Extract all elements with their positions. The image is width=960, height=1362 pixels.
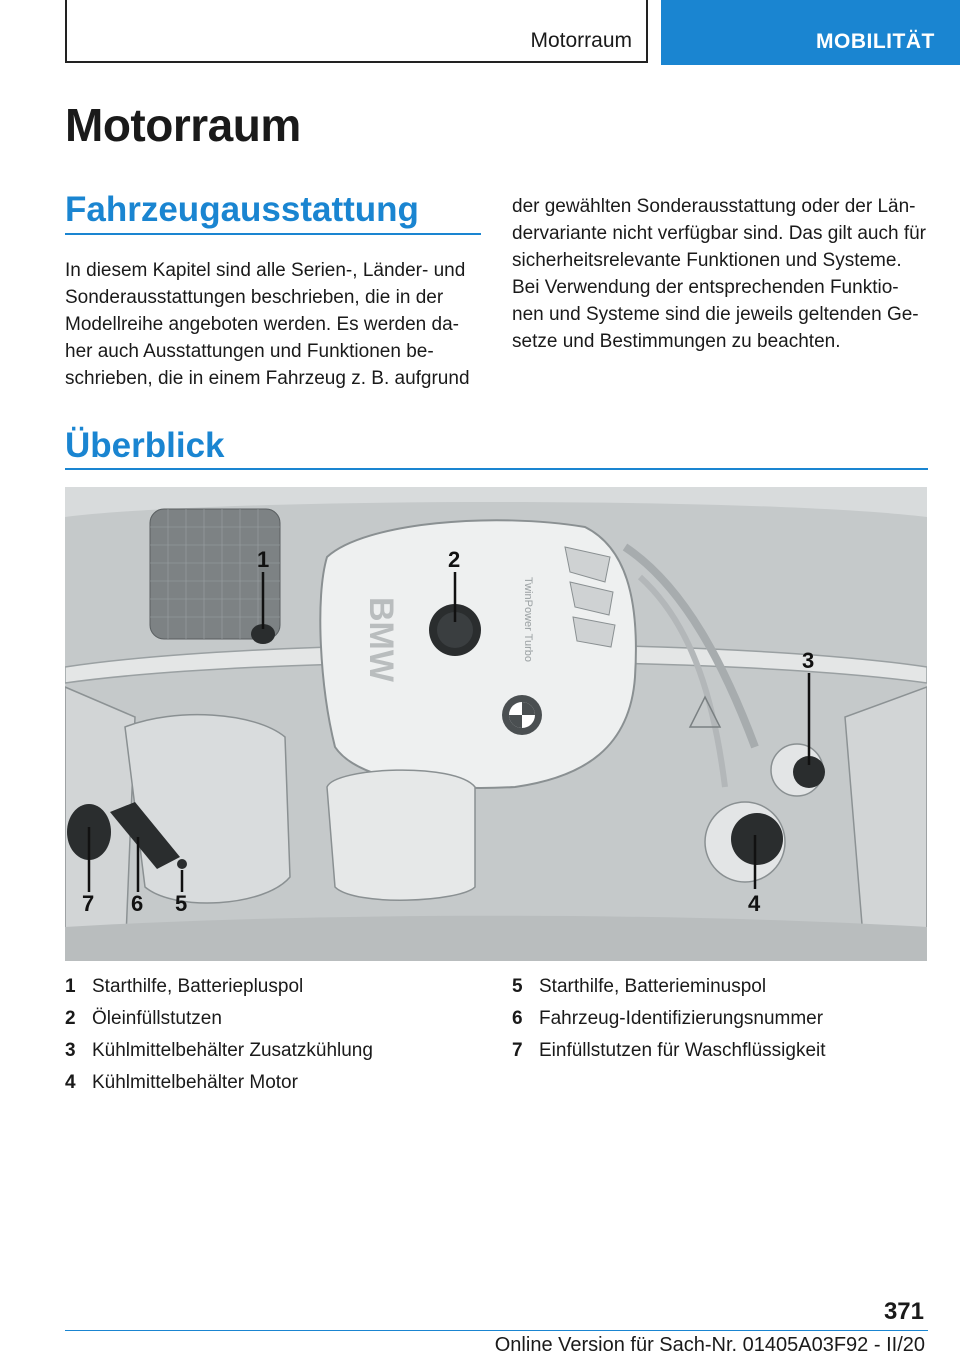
figure-legend-col2 <box>512 971 826 1067</box>
page-title: Motorraum <box>65 99 301 151</box>
footer-divider <box>65 1330 928 1331</box>
callout-6: 6 <box>131 891 144 916</box>
legend-item <box>65 1035 373 1067</box>
intro-paragraph-col1 <box>65 257 485 392</box>
intro-paragraph-col2 <box>512 193 932 355</box>
legend-text: Kühlmittelbehälter Zusatzkühlung <box>92 1040 373 1061</box>
section-heading-vehicle-features: Fahrzeugausstattung <box>65 190 419 229</box>
callout-4: 4 <box>748 891 761 916</box>
text-line: nen und Systeme sind die jeweils geltenden Ge- <box>512 304 919 325</box>
legend-item <box>512 971 826 1003</box>
text-line: setze und Bestimmungen zu beachten. <box>512 331 841 352</box>
legend-item <box>65 1003 373 1035</box>
svg-text:BMW: BMW <box>362 597 400 682</box>
callout-3: 3 <box>802 648 815 673</box>
legend-number: 6 <box>512 1008 523 1029</box>
text-line: schrieben, die in einem Fahrzeug z. B. aufgrund <box>65 368 470 389</box>
section-heading-overview: Überblick <box>65 426 225 465</box>
legend-number: 3 <box>65 1040 76 1061</box>
legend-number: 4 <box>65 1072 76 1093</box>
header-chapter-tab[interactable] <box>661 0 960 65</box>
text-line: sicherheitsrelevante Funktionen und Systeme. <box>512 250 902 271</box>
legend-text: Starthilfe, Batteriepluspol <box>92 976 304 997</box>
legend-text: Fahrzeug-Identifizierungsnummer <box>539 1008 824 1029</box>
legend-number: 7 <box>512 1040 523 1061</box>
callout-2: 2 <box>448 547 461 572</box>
legend-text: Kühlmittelbehälter Motor <box>92 1072 298 1093</box>
text-line: Bei Verwendung der entsprechenden Funktio- <box>512 277 899 298</box>
callout-7: 7 <box>82 891 95 916</box>
text-line: Sonderausstattungen beschrieben, die in der <box>65 287 444 308</box>
footer-online-version[interactable]: Online Version für Sach-Nr. 01405A03F92 - II/20 <box>494 1334 925 1356</box>
svg-text:TwinPower Turbo: TwinPower Turbo <box>522 577 534 662</box>
header-section-title: Motorraum <box>530 29 632 52</box>
legend-item <box>65 971 373 1003</box>
legend-number: 1 <box>65 976 76 997</box>
legend-item <box>512 1003 826 1035</box>
legend-text: Öleinfüllstutzen <box>92 1008 222 1029</box>
figure-legend-col1 <box>65 971 373 1099</box>
legend-item <box>65 1067 373 1099</box>
callout-5: 5 <box>175 891 188 916</box>
header-section-box <box>65 0 648 63</box>
legend-number: 5 <box>512 976 523 997</box>
page-number: 371 <box>883 1298 924 1325</box>
header-chapter-label: MOBILITÄT <box>816 30 935 53</box>
text-line: der gewählten Sonderausstattung oder der Län- <box>512 196 916 217</box>
legend-number: 2 <box>65 1008 76 1029</box>
text-line: her auch Ausstattungen und Funktionen be- <box>65 341 434 362</box>
section-divider <box>65 468 928 470</box>
engine-bay-illustration <box>65 487 927 961</box>
legend-text: Starthilfe, Batterieminuspol <box>539 976 767 997</box>
text-line: In diesem Kapitel sind alle Serien-, Länder- und <box>65 260 466 281</box>
callout-1: 1 <box>257 547 270 572</box>
section-divider <box>65 233 481 235</box>
legend-text: Einfüllstutzen für Waschflüssigkeit <box>539 1040 826 1061</box>
text-line: dervariante nicht verfügbar sind. Das gilt auch für <box>512 223 926 244</box>
legend-item <box>512 1035 826 1067</box>
text-line: Modellreihe angeboten werden. Es werden da- <box>65 314 459 335</box>
